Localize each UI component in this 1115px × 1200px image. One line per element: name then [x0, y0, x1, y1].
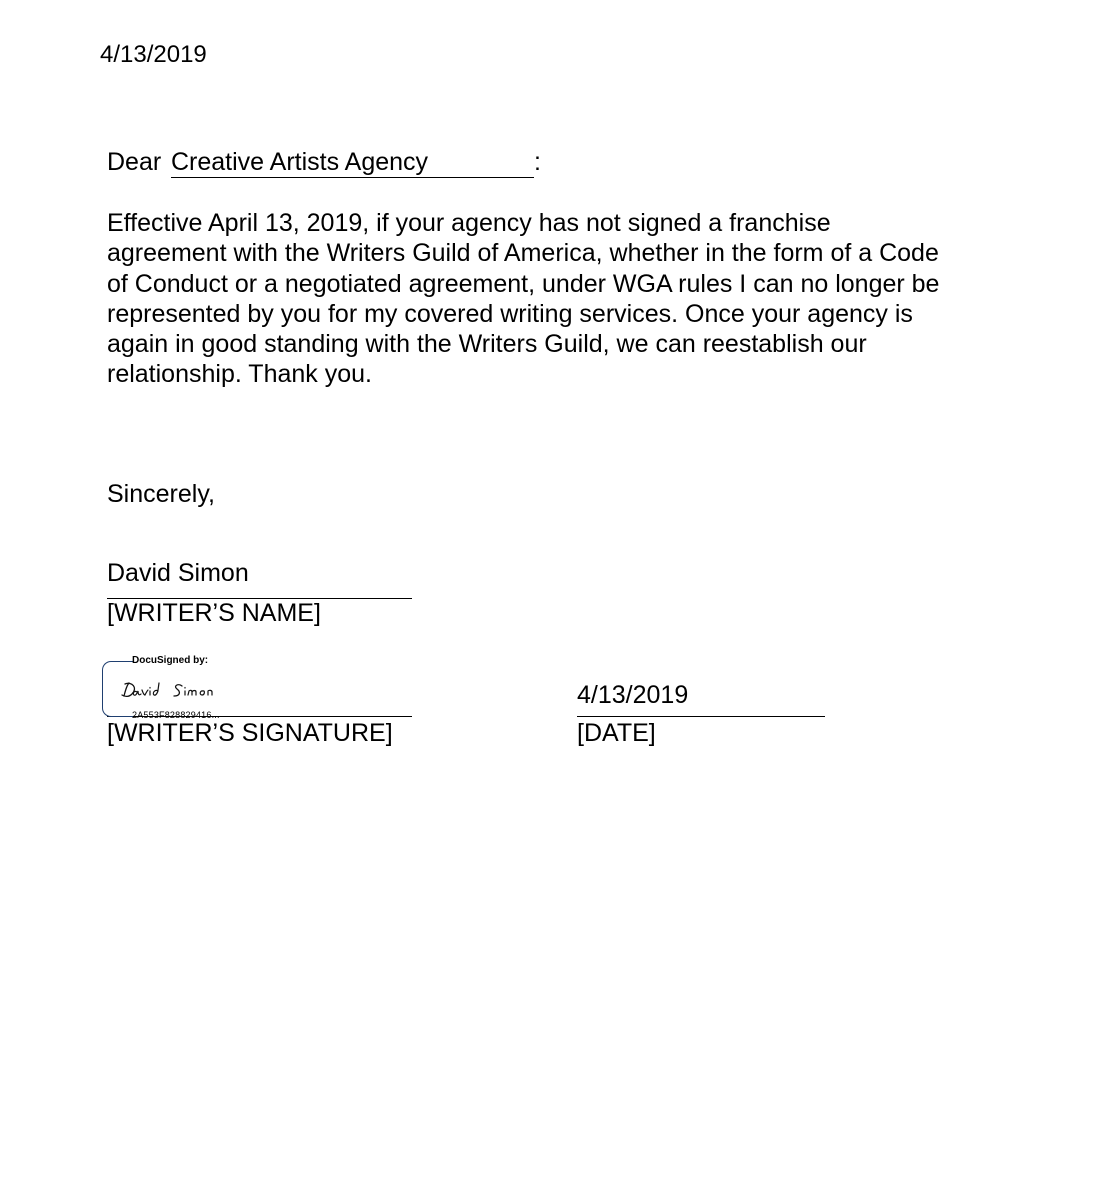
body-line: Effective April 13, 2019, if your agency has not signed a franchise — [107, 209, 831, 237]
signature-label: [WRITER’S SIGNATURE] — [107, 719, 393, 747]
body-line: relationship. Thank you. — [107, 360, 372, 389]
writer-name-value: David Simon — [107, 559, 249, 587]
salutation: Dear — [107, 148, 162, 176]
docusign-label: DocuSigned by: — [132, 655, 209, 666]
handwritten-signature-icon — [120, 678, 230, 702]
date-field — [577, 678, 825, 717]
salutation-colon: : — [534, 148, 541, 176]
date-value: 4/13/2019 — [577, 681, 689, 709]
header-date: 4/13/2019 — [100, 41, 207, 68]
recipient-name: Creative Artists Agency — [171, 148, 429, 176]
letter-body — [107, 208, 1007, 390]
writer-name-label: [WRITER’S NAME] — [107, 599, 321, 627]
docusign-stamp — [102, 655, 352, 722]
body-line: agreement with the Writers Guild of America, whether in the form of a Code — [107, 239, 939, 268]
body-line: again in good standing with the Writers Guild, we can reestablish our — [107, 330, 867, 359]
recipient-field — [171, 147, 534, 178]
closing: Sincerely, — [107, 480, 215, 508]
body-line: represented by you for my covered writing services. Once your agency is — [107, 299, 913, 328]
docusign-topline — [112, 661, 132, 662]
date-label: [DATE] — [577, 719, 656, 747]
writer-name-field — [107, 558, 412, 599]
docusign-id: 2A553F828829416... — [132, 710, 220, 720]
body-line: of Conduct or a negotiated agreement, under WGA rules I can no longer be — [107, 269, 940, 298]
